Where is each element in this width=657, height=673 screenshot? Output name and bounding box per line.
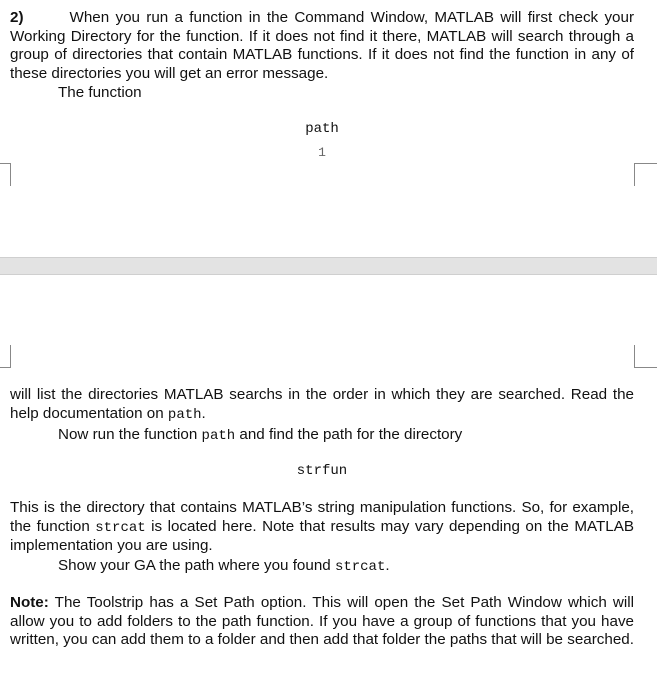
period: . <box>201 404 206 422</box>
show-ga-line <box>58 557 390 577</box>
path-description-paragraph <box>10 386 634 424</box>
now-run-text: Now run the function <box>58 426 198 443</box>
inline-code-path-2: path <box>201 428 236 444</box>
inline-code-strcat-2: strcat <box>334 559 386 575</box>
note-text: The Toolstrip has a Set Path option. This will open the Set Path Window which will allow you to add folders to the path function. If you have a group of functions that you have written, you can add them to a folder and then add that folder the paths that will be searched. <box>10 594 634 649</box>
note-label: Note: <box>10 594 49 611</box>
code-path: path <box>305 121 339 137</box>
note-paragraph <box>10 594 634 650</box>
page-corner-bottom-right <box>634 345 657 368</box>
show-ga-period: . <box>385 557 390 574</box>
page-corner-bottom-left <box>0 345 11 368</box>
strfun-paragraph <box>10 499 634 556</box>
inline-code-path: path <box>167 406 202 423</box>
now-run-line <box>58 426 462 446</box>
path-description-text: will list the directories MATLAB searchs in the order in which they are searched. Read the help documentation on <box>10 386 634 422</box>
page-corner-top-left <box>0 163 11 186</box>
now-run-end: and find the path for the directory <box>239 426 463 443</box>
code-strfun: strfun <box>296 463 348 479</box>
show-ga-text: Show your GA the path where you found <box>58 557 331 574</box>
question-paragraph <box>10 9 634 83</box>
strfun-text-b: is located here. Note that results may vary depending on the MATLAB implementation you are using. <box>10 517 634 555</box>
intro-text: When you run a function in the Command Window, MATLAB will first check your Working Directory for the function. If it does not find it there, MATLAB will search through a group of directories that contain MATLAB functions. If it does not find the function in any of these directories you will get an error message. <box>10 9 634 82</box>
inline-code-strcat: strcat <box>95 519 146 536</box>
strfun-text-a: This is the directory that contains MATLAB’s string manipulation functions. So, for example, the function <box>10 499 634 535</box>
page-corner-top-right <box>634 163 657 186</box>
page-break <box>0 257 657 275</box>
page-number: 1 <box>318 145 326 160</box>
question-number: 2) <box>10 9 24 26</box>
the-function-text: The function <box>58 84 142 101</box>
